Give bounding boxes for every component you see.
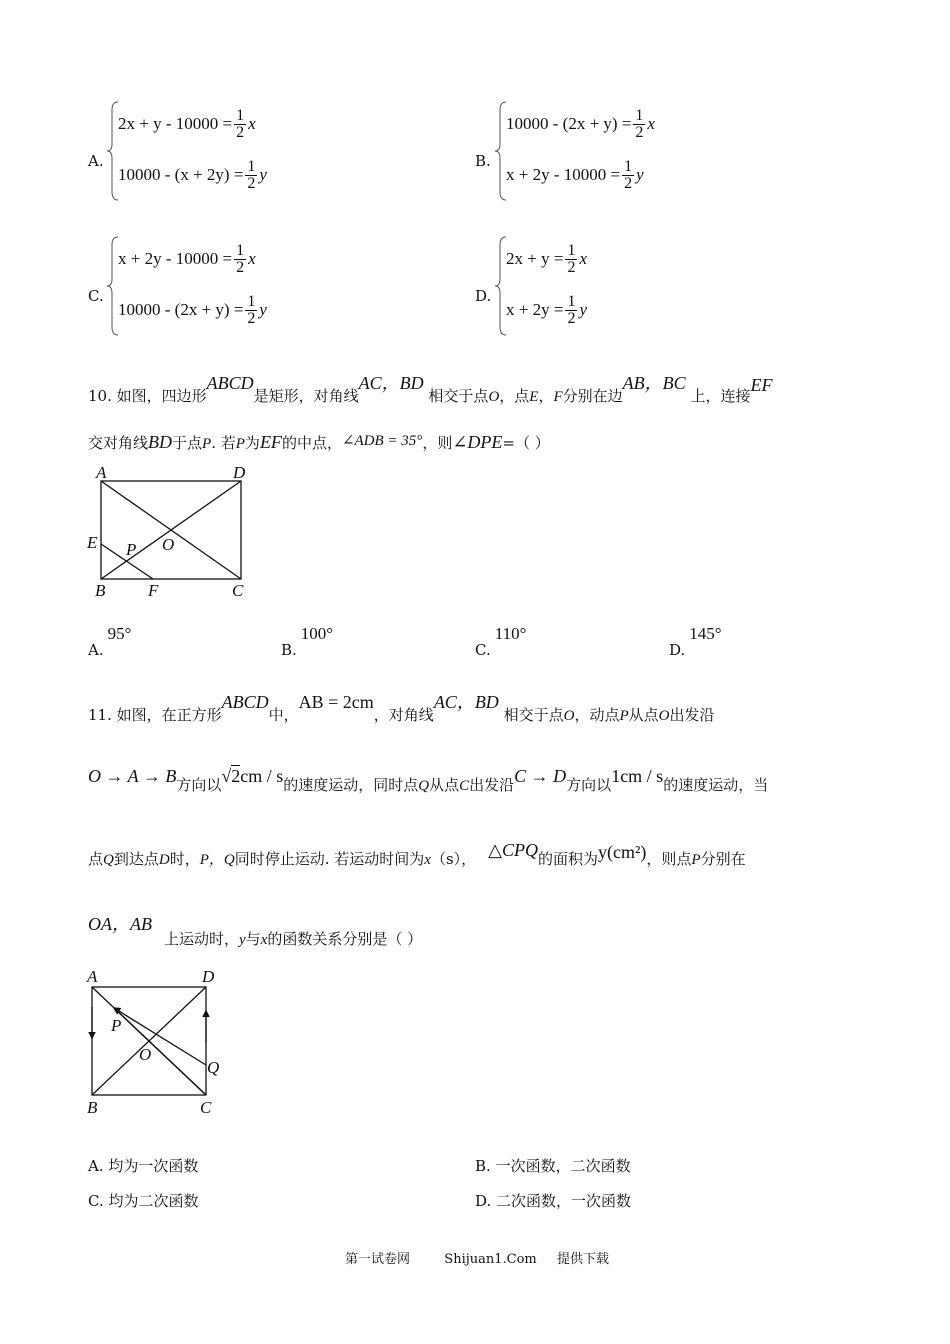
label-p: P	[111, 1016, 122, 1035]
q11-option-a[interactable]: A. 均为一次函数	[88, 1157, 199, 1175]
q10-option-c[interactable]: C.110°	[475, 624, 527, 659]
fraction: $\frac{1}{2}$	[567, 241, 576, 276]
fraction: $\frac{1}{2}$	[247, 157, 256, 192]
equation-1: 10000 - (2x + y) = $\frac{1}{2}$ x	[506, 106, 655, 141]
q10-option-d[interactable]: D.145°	[669, 624, 722, 659]
q11-line-2: O → A → B方向以√2cm / s的速度运动，同时点Q从点C出发沿C → D方向以1cm / s的速度运动，当	[88, 766, 769, 794]
equation-1: 2x + y - 10000 = $\frac{1}{2}$ x	[118, 106, 256, 141]
equation-1: x + 2y - 10000 = $\frac{1}{2}$ x	[118, 241, 256, 276]
q11-option-c[interactable]: C. 均为二次函数	[88, 1192, 199, 1210]
q10-option-a[interactable]: A.95°	[88, 624, 132, 659]
q10-figure-rectangle	[80, 460, 260, 605]
fraction: $\frac{1}{2}$	[236, 106, 245, 141]
q11-line-1: 11. 如图，在正方形ABCD中，AB = 2cm，对角线AC，BD 相交于点O，动点P从点O出发沿	[88, 692, 715, 724]
label-f: F	[148, 581, 159, 600]
label-c: C	[200, 1098, 212, 1117]
label-p: P	[126, 540, 137, 559]
equation-2: 10000 - (x + 2y) = $\frac{1}{2}$ y	[118, 157, 267, 192]
label-b: B	[95, 581, 106, 600]
label-o: O	[162, 535, 175, 554]
segment-qp-arrow	[114, 1008, 206, 1065]
segment-cp	[114, 1008, 206, 1095]
q11-line-4: OA，AB上运动时，y与x的函数关系分别是（ ）	[88, 914, 423, 948]
option-label: D.	[475, 287, 492, 305]
equation-1: 2x + y = $\frac{1}{2}$ x	[506, 241, 587, 276]
equation-2: x + 2y = $\frac{1}{2}$ y	[506, 292, 587, 327]
label-d: D	[233, 463, 246, 482]
fraction: $\frac{1}{2}$	[635, 106, 644, 141]
footer-site-en[interactable]: Shijuan1.Com	[444, 1252, 537, 1267]
q11-option-d[interactable]: D. 二次函数，一次函数	[475, 1192, 632, 1210]
page-footer	[345, 1248, 609, 1267]
q11-figure-square	[78, 962, 238, 1120]
q10-line-1: 10. 如图，四边形ABCD是矩形，对角线AC，BD 相交于点O，点E，F分别在边AB，BC 上，连接EF	[88, 373, 773, 405]
footer-site-cn: 第一试卷网	[345, 1252, 411, 1267]
option-label: C.	[88, 287, 104, 305]
equation-2: 10000 - (2x + y) = $\frac{1}{2}$ y	[118, 292, 267, 327]
q10-line-2: 交对角线BD于点P. 若P为EF的中点，∠ADB = 35°，则∠DPE=（ ）	[88, 432, 550, 452]
label-c: C	[232, 581, 244, 600]
label-b: B	[87, 1098, 98, 1117]
q10-option-b[interactable]: B.100°	[281, 624, 334, 659]
label-e: E	[87, 533, 98, 552]
label-q: Q	[207, 1058, 220, 1077]
q11-line-3: 点Q到达点D时，P，Q同时停止运动. 若运动时间为x（s）， △CPQ的面积为y(cm²)，则点P分别在	[88, 840, 746, 868]
label-d: D	[202, 967, 215, 986]
fraction: $\frac{1}{2}$	[247, 292, 256, 327]
label-a: A	[96, 463, 107, 482]
option-label: B.	[475, 152, 491, 170]
option-label: A.	[88, 152, 104, 170]
fraction: $\frac{1}{2}$	[624, 157, 633, 192]
equation-2: x + 2y - 10000 = $\frac{1}{2}$ y	[506, 157, 644, 192]
footer-tagline: 提供下载	[557, 1252, 610, 1267]
fraction: $\frac{1}{2}$	[236, 241, 245, 276]
label-o: O	[139, 1045, 152, 1064]
fraction: $\frac{1}{2}$	[567, 292, 576, 327]
q11-option-b[interactable]: B. 一次函数，二次函数	[475, 1157, 631, 1175]
label-a: A	[87, 967, 98, 986]
